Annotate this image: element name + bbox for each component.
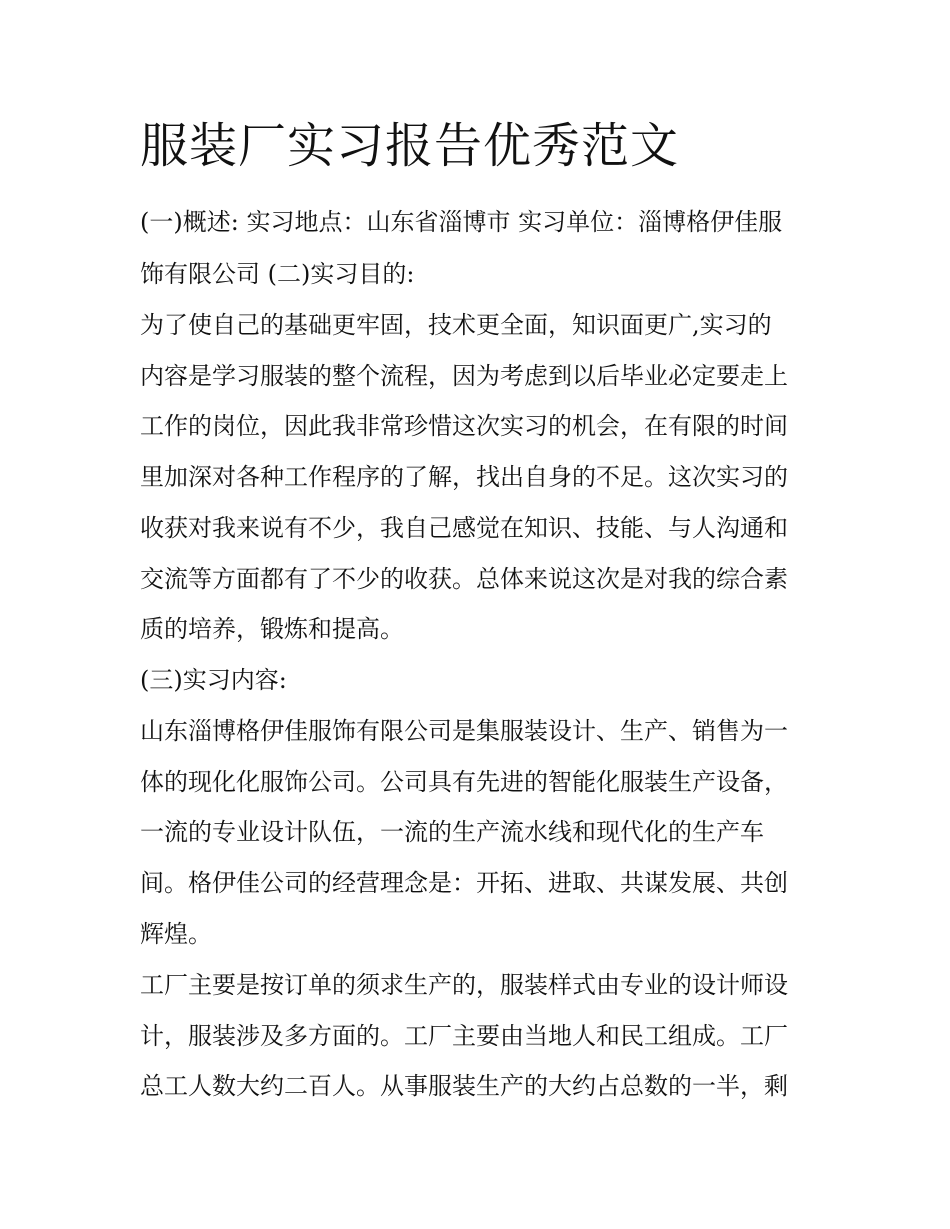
text-line: 收获对我来说有不少，我自己感觉在知识、技能、与人沟通和 — [140, 514, 788, 542]
text-line: 里加深对各种工作程序的了解，找出自身的不足。这次实习的 — [140, 463, 788, 491]
text-line: 总工人数大约二百人。从事服装生产的大约占总数的一半，剩 — [140, 1072, 788, 1100]
text-line: 内容是学习服装的整个流程，因为考虑到以后毕业必定要走上 — [140, 362, 788, 390]
text-line: 计，服装涉及多方面的。工厂主要由当地人和民工组成。工厂 — [140, 1022, 788, 1050]
text-line: 体的现化化服饰公司。公司具有先进的智能化服装生产设备， — [140, 768, 788, 796]
text-line: 间。格伊佳公司的经营理念是：开拓、进取、共谋发展、共创 — [140, 869, 788, 897]
text-line: 质的培养，锻炼和提高。 — [140, 615, 404, 643]
text-line: 饰有限公司 (二)实习目的: — [140, 260, 415, 288]
text-line: 工厂主要是按订单的须求生产的，服装样式由专业的设计师设 — [140, 971, 788, 999]
document-title: 服装厂实习报告优秀范文 — [140, 118, 680, 174]
text-line: 一流的专业设计队伍，一流的生产流水线和现代化的生产车 — [140, 818, 764, 846]
text-line: 为了使自己的基础更牢固，技术更全面，知识面更广,实习的 — [140, 311, 772, 339]
section-heading: (三)实习内容: — [140, 666, 287, 694]
text-line: 工作的岗位，因此我非常珍惜这次实习的机会，在有限的时间 — [140, 412, 788, 440]
text-line: 交流等方面都有了不少的收获。总体来说这次是对我的综合素 — [140, 565, 788, 593]
text-line: 山东淄博格伊佳服饰有限公司是集服装设计、生产、销售为一 — [140, 717, 788, 745]
text-line: 辉煌。 — [140, 920, 212, 948]
text-line: (一)概述: 实习地点：山东省淄博市 实习单位：淄博格伊佳服 — [140, 208, 783, 236]
